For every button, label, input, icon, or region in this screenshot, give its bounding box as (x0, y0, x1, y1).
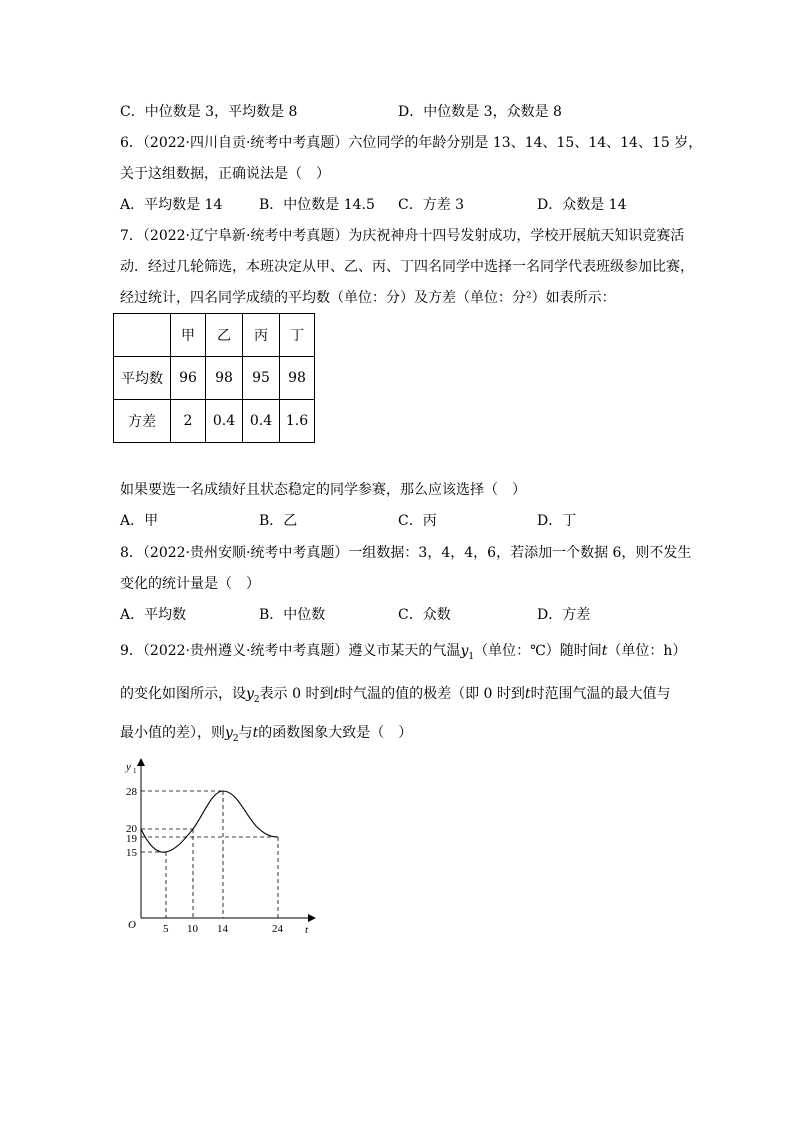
q9-text: 表示 0 时到 (259, 686, 334, 702)
q7-text-line1: 7．（2022·辽宁阜新·统考中考真题）为庆祝神舟十四号发射成功，学校开展航天知识竞赛活 (120, 228, 685, 244)
table-cell: 2 (171, 400, 206, 443)
temperature-curve (141, 791, 278, 852)
q7-option-b: B．乙 (259, 513, 298, 529)
table-cell: 98 (206, 357, 243, 400)
y-axis-label: y (126, 761, 131, 773)
x-tick-label: 24 (272, 923, 283, 935)
q8-option-a: A．平均数 (120, 607, 187, 623)
x-axis-label: t (305, 924, 309, 936)
q5-option-c: C．中位数是 3，平均数是 8 (120, 104, 298, 120)
q8-option-c: C．众数 (398, 607, 451, 623)
q8-text-line2: 变化的统计量是（ ） (120, 576, 260, 592)
x-tick-label: 5 (163, 923, 169, 935)
table-row (114, 400, 315, 443)
var-t: t (333, 686, 340, 702)
q6-text-line1: 6．（2022·四川自贡·统考中考真题）六位同学的年龄分别是 13、14、15、14、14、15 岁， (120, 135, 703, 151)
table-cell: 甲 (171, 314, 206, 357)
x-tick-label: 14 (217, 923, 228, 935)
q7-question: 如果要选一名成绩好且状态稳定的同学参赛，那么应该选择（ ） (120, 482, 526, 498)
y-tick-label: 28 (126, 786, 137, 798)
table-cell: 96 (171, 357, 206, 400)
y-tick-label: 15 (126, 847, 137, 859)
q9-text-line1 (120, 641, 686, 667)
q9-text: 时气温的值的极差（即 0 时到 (339, 686, 525, 702)
y-axis-arrow (137, 758, 145, 766)
q6-option-b: B．中位数是 14.5 (259, 197, 375, 213)
table-cell: 方差 (114, 400, 171, 443)
q7-option-d: D．丁 (537, 513, 577, 529)
q9-text: 时范围气温的最大值与 (530, 686, 671, 702)
temperature-graph (118, 756, 318, 941)
q8-option-d: D．方差 (537, 607, 591, 623)
table-cell: 丙 (243, 314, 280, 357)
score-table (113, 313, 315, 443)
table-cell: 平均数 (114, 357, 171, 400)
var-t: t (252, 725, 259, 741)
q6-option-c: C．方差 3 (398, 197, 465, 213)
q9-text: 与 (238, 725, 253, 741)
subscript: 2 (253, 694, 260, 705)
subscript: 2 (232, 733, 239, 744)
q5-option-d: D．中位数是 3，众数是 8 (398, 104, 562, 120)
y-tick-label: 19 (126, 833, 137, 845)
q9-text: 的变化如图所示，设 (120, 686, 246, 702)
q6-option-d: D．众数是 14 (537, 197, 627, 213)
q9-text: （单位：℃）随时间 (474, 643, 602, 659)
q9-text: 的函数图象大致是（ ） (258, 725, 413, 741)
q7-option-c: C．丙 (398, 513, 437, 529)
q6-text-line2: 关于这组数据，正确说法是（ ） (120, 166, 330, 182)
var-y: y (460, 643, 469, 659)
q9-text: （单位：h） (607, 643, 687, 659)
table-row (114, 357, 315, 400)
origin-label: O (128, 919, 136, 931)
q7-text-line3: 经过统计，四名同学成绩的平均数（单位：分）及方差（单位：分²）如表所示： (120, 290, 616, 306)
var-t: t (524, 686, 531, 702)
q8-option-b: B．中位数 (259, 607, 326, 623)
subscript: 1 (468, 651, 475, 662)
table-cell: 0.4 (243, 400, 280, 443)
q7-text-line2: 动．经过几轮筛选，本班决定从甲、乙、丙、丁四名同学中选择一名同学代表班级参加比赛， (120, 259, 694, 275)
x-tick-label: 10 (187, 923, 198, 935)
table-cell: 98 (280, 357, 315, 400)
q9-text-line2 (120, 684, 671, 710)
var-t: t (601, 643, 608, 659)
q8-text-line1: 8．（2022·贵州安顺·统考中考真题）一组数据：3，4，4，6，若添加一个数据 6，则不发生 (120, 545, 692, 561)
q7-option-a: A．甲 (120, 513, 159, 529)
q6-option-a: A．平均数是 14 (120, 197, 223, 213)
table-cell: 丁 (280, 314, 315, 357)
table-cell: 95 (243, 357, 280, 400)
q9-text: 9．（2022·贵州遵义·统考中考真题）遵义市某天的气温 (120, 643, 461, 659)
var-y: y (246, 686, 254, 702)
var-y: y (225, 725, 233, 741)
q9-text-line3 (120, 723, 412, 749)
y-tick-label: 20 (126, 823, 137, 835)
table-header-row (114, 314, 315, 357)
guide-lines (141, 791, 278, 918)
table-cell (114, 314, 171, 357)
q9-text: 最小值的差），则 (120, 725, 225, 741)
y-axis-sub: 1 (133, 767, 137, 775)
table-cell: 1.6 (280, 400, 315, 443)
x-axis-arrow (308, 914, 316, 922)
table-cell: 乙 (206, 314, 243, 357)
table-cell: 0.4 (206, 400, 243, 443)
